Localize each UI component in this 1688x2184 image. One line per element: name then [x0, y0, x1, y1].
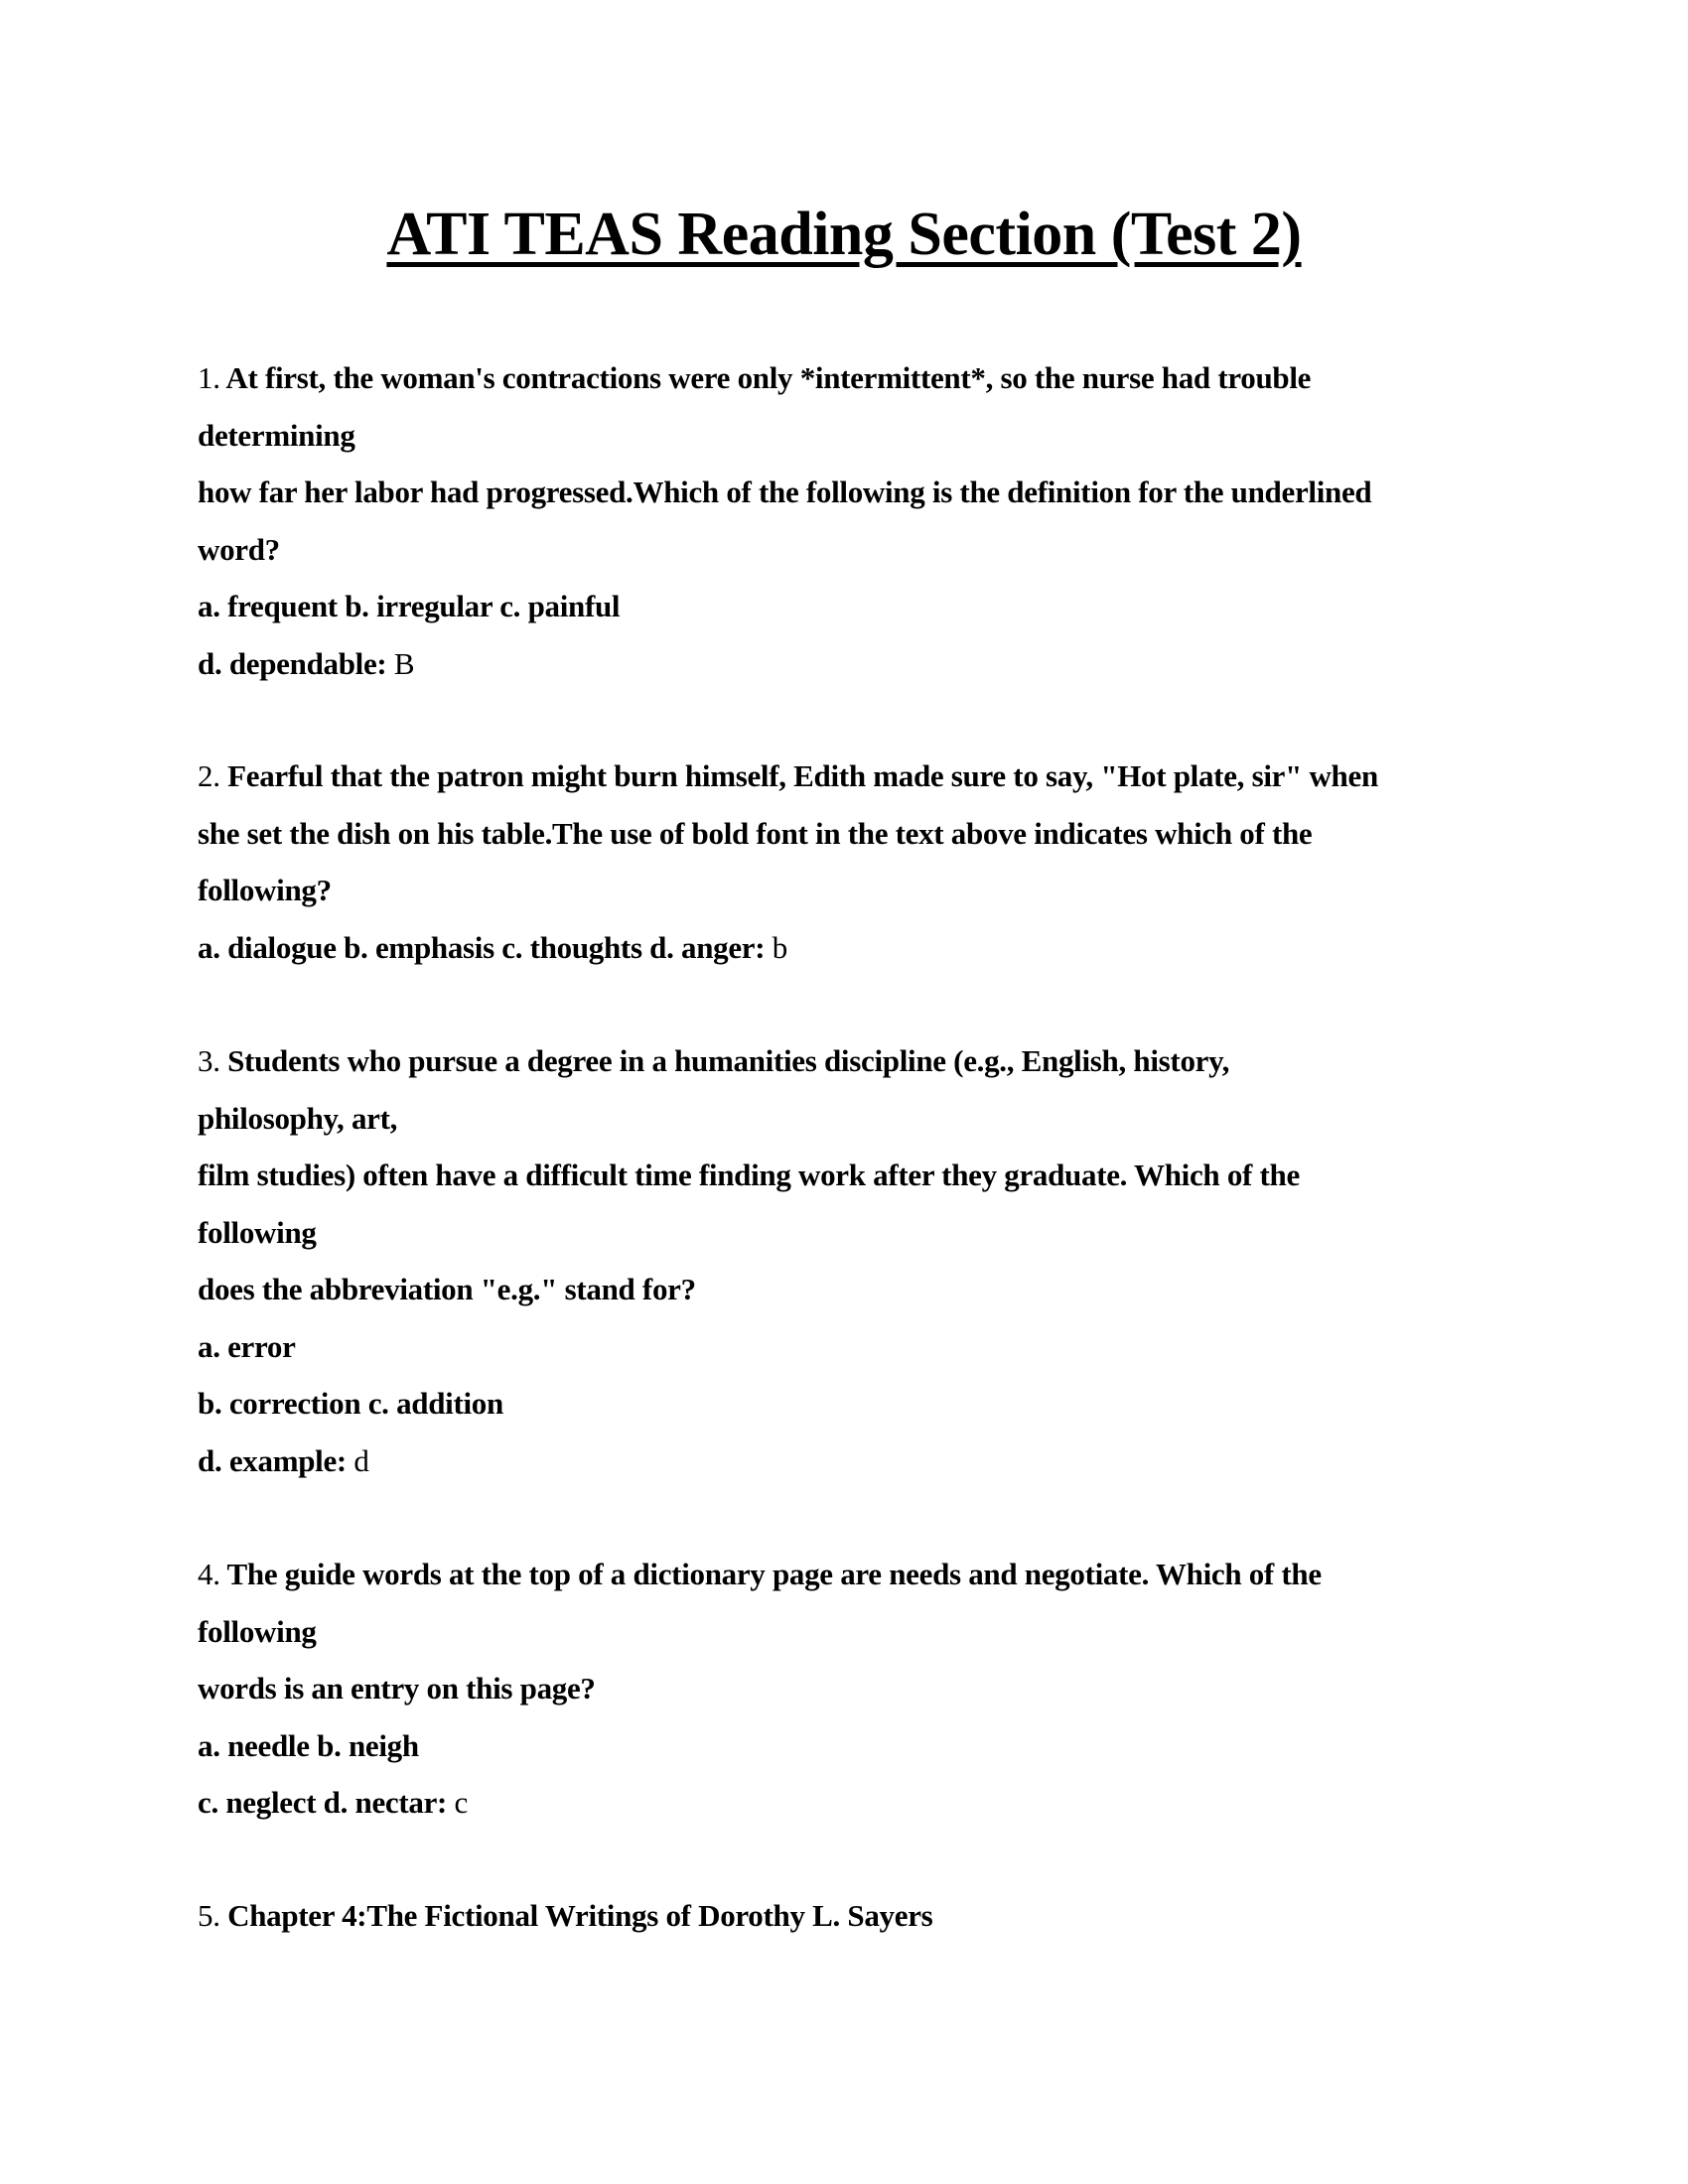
answer-key: d	[353, 1442, 369, 1478]
answer-options	[198, 919, 1508, 977]
question-line: film studies) often have a difficult time finding work after they graduate. Which of the	[198, 1158, 1300, 1192]
question-line: following?	[198, 873, 332, 907]
answer-key: b	[772, 929, 787, 965]
question-text: Chapter 4:The Fictional Writings of Dorothy L. Sayers	[227, 1898, 933, 1933]
answer-key: c	[454, 1785, 468, 1820]
option-text: a. dialogue b. emphasis c. thoughts d. anger:	[198, 929, 766, 965]
question-line: she set the dish on his table.The use of bold font in the text above indicates which of the	[198, 815, 1313, 851]
question-3	[198, 1032, 1508, 1489]
question-number: 2.	[198, 758, 220, 793]
question-text: The guide words at the top of a dictionary page are needs and negotiate. Which of the	[226, 1557, 1322, 1591]
question-text: Fearful that the patron might burn himself, Edith made sure to say, "Hot plate, sir" when	[227, 758, 1378, 793]
question-text: At first, the woman's contractions were only *intermittent*, so the nurse had trouble	[225, 360, 1312, 395]
question-number: 5.	[198, 1898, 220, 1933]
question-number: 1.	[198, 360, 220, 395]
question-2	[198, 748, 1508, 976]
question-line: how far her labor had progressed.Which of the following is the definition for the underlined	[198, 475, 1372, 509]
question-line: determining	[198, 417, 355, 453]
page-title-text: ATI TEAS Reading Section (Test 2)	[386, 201, 1302, 268]
answer-options	[198, 1433, 1508, 1490]
question-line	[198, 1887, 1508, 1945]
answer-options: b. correction c. addition	[198, 1386, 503, 1421]
option-text: c. neglect d. nectar:	[198, 1785, 448, 1820]
question-line	[198, 1546, 1508, 1603]
question-line: word?	[198, 531, 280, 567]
question-line: philosophy, art,	[198, 1100, 398, 1136]
question-5	[198, 1887, 1508, 1945]
answer-options: a. error	[198, 1328, 296, 1364]
option-text: d. example:	[198, 1442, 347, 1478]
answer-options: a. frequent b. irregular c. painful	[198, 589, 621, 623]
question-number: 3.	[198, 1043, 220, 1078]
question-text: Students who pursue a degree in a humanities discipline (e.g., English, history,	[227, 1043, 1230, 1078]
answer-options	[198, 635, 1508, 693]
answer-key: B	[393, 645, 415, 681]
question-line	[198, 1032, 1508, 1090]
question-4	[198, 1546, 1508, 1832]
question-line	[198, 349, 1508, 407]
option-text: d. dependable:	[198, 645, 387, 681]
question-line: following	[198, 1613, 317, 1649]
question-line: words is an entry on this page?	[198, 1671, 596, 1706]
answer-options: a. needle b. neigh	[198, 1727, 419, 1763]
page-title	[0, 195, 1688, 274]
question-number: 4.	[198, 1557, 220, 1591]
question-line: does the abbreviation "e.g." stand for?	[198, 1272, 696, 1306]
question-1	[198, 349, 1508, 692]
answer-options	[198, 1774, 1508, 1832]
question-line: following	[198, 1214, 317, 1250]
question-line	[198, 748, 1508, 805]
